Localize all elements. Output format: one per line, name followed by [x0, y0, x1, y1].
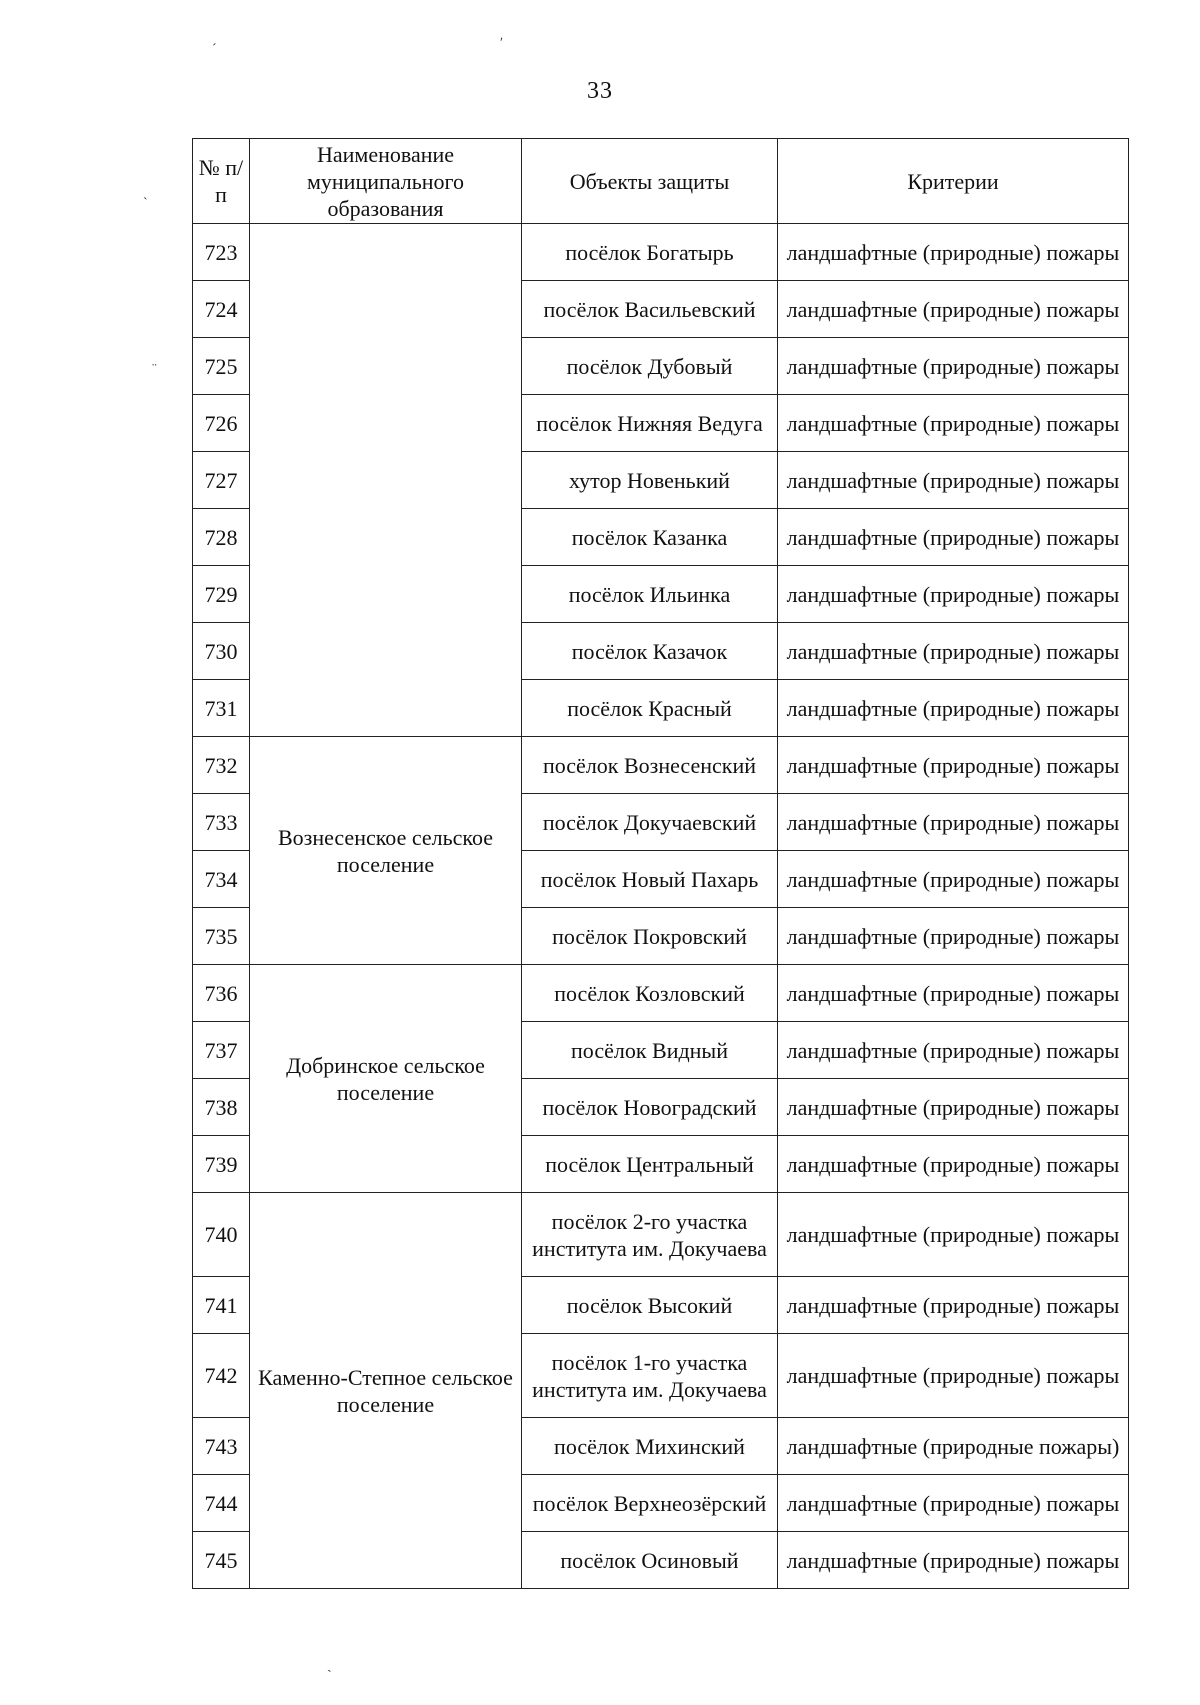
- criteria: ландшафтные (природные) пожары: [778, 1334, 1129, 1418]
- protection-object: посёлок Казанка: [522, 509, 778, 566]
- scan-speck: ¨: [152, 362, 157, 377]
- protection-object: посёлок Верхнеозёрский: [522, 1475, 778, 1532]
- scan-speck: ʹ: [500, 36, 504, 51]
- criteria: ландшафтные (природные) пожары: [778, 680, 1129, 737]
- protection-object: посёлок Ильинка: [522, 566, 778, 623]
- header-num: № п/п: [193, 139, 250, 224]
- criteria: ландшафтные (природные) пожары: [778, 908, 1129, 965]
- row-number: 740: [193, 1193, 250, 1277]
- criteria: ландшафтные (природные) пожары: [778, 1022, 1129, 1079]
- table-row: [193, 737, 1129, 794]
- row-number: 738: [193, 1079, 250, 1136]
- protection-object: посёлок Богатырь: [522, 224, 778, 281]
- header-objects: Объекты защиты: [522, 139, 778, 224]
- header-municipality: Наименование муниципального образования: [250, 139, 522, 224]
- municipality-name: Добринское сельское поселение: [250, 965, 522, 1193]
- criteria: ландшафтные (природные) пожары: [778, 281, 1129, 338]
- row-number: 733: [193, 794, 250, 851]
- criteria: ландшафтные (природные) пожары: [778, 794, 1129, 851]
- municipality-name: Вознесенское сельское поселение: [250, 737, 522, 965]
- row-number: 728: [193, 509, 250, 566]
- criteria: ландшафтные (природные) пожары: [778, 965, 1129, 1022]
- criteria: ландшафтные (природные) пожары: [778, 395, 1129, 452]
- protection-object: посёлок 1-го участка института им. Докучаева: [522, 1334, 778, 1418]
- criteria: ландшафтные (природные) пожары: [778, 566, 1129, 623]
- row-number: 731: [193, 680, 250, 737]
- row-number: 730: [193, 623, 250, 680]
- table-header-row: [193, 139, 1129, 224]
- protection-object: посёлок Центральный: [522, 1136, 778, 1193]
- page-number: 33: [587, 78, 613, 104]
- protection-object: посёлок Дубовый: [522, 338, 778, 395]
- row-number: 736: [193, 965, 250, 1022]
- header-criteria: Критерии: [778, 139, 1129, 224]
- protection-objects-table: [192, 138, 1129, 1589]
- criteria: ландшафтные (природные) пожары: [778, 851, 1129, 908]
- criteria: ландшафтные (природные) пожары: [778, 1532, 1129, 1589]
- row-number: 726: [193, 395, 250, 452]
- criteria: ландшафтные (природные) пожары: [778, 1277, 1129, 1334]
- scan-speck: ´: [212, 42, 217, 57]
- row-number: 742: [193, 1334, 250, 1418]
- protection-object: посёлок Казачок: [522, 623, 778, 680]
- criteria: ландшафтные (природные) пожары: [778, 1475, 1129, 1532]
- protection-object: посёлок Нижняя Ведуга: [522, 395, 778, 452]
- criteria: ландшафтные (природные пожары): [778, 1418, 1129, 1475]
- protection-object: посёлок Высокий: [522, 1277, 778, 1334]
- table-row: [193, 965, 1129, 1022]
- protection-object: посёлок Михинский: [522, 1418, 778, 1475]
- scan-speck: `: [143, 196, 148, 211]
- table-row: [193, 224, 1129, 281]
- table-body: [193, 224, 1129, 1589]
- row-number: 732: [193, 737, 250, 794]
- protection-object: посёлок Новый Пахарь: [522, 851, 778, 908]
- protection-object: посёлок Вознесенский: [522, 737, 778, 794]
- row-number: 734: [193, 851, 250, 908]
- row-number: 743: [193, 1418, 250, 1475]
- row-number: 725: [193, 338, 250, 395]
- protection-object: посёлок Козловский: [522, 965, 778, 1022]
- protection-object: посёлок Васильевский: [522, 281, 778, 338]
- row-number: 737: [193, 1022, 250, 1079]
- protection-object: посёлок Красный: [522, 680, 778, 737]
- row-number: 741: [193, 1277, 250, 1334]
- criteria: ландшафтные (природные) пожары: [778, 1193, 1129, 1277]
- protection-object: посёлок Покровский: [522, 908, 778, 965]
- row-number: 735: [193, 908, 250, 965]
- criteria: ландшафтные (природные) пожары: [778, 623, 1129, 680]
- criteria: ландшафтные (природные) пожары: [778, 452, 1129, 509]
- criteria: ландшафтные (природные) пожары: [778, 1079, 1129, 1136]
- criteria: ландшафтные (природные) пожары: [778, 224, 1129, 281]
- criteria: ландшафтные (природные) пожары: [778, 737, 1129, 794]
- municipality-name: Каменно-Степное сельское поселение: [250, 1193, 522, 1589]
- protection-object: посёлок Осиновый: [522, 1532, 778, 1589]
- protection-object: хутор Новенький: [522, 452, 778, 509]
- municipality-name: [250, 224, 522, 737]
- criteria: ландшафтные (природные) пожары: [778, 1136, 1129, 1193]
- table-row: [193, 1193, 1129, 1277]
- criteria: ландшафтные (природные) пожары: [778, 338, 1129, 395]
- protection-object: посёлок Новоградский: [522, 1079, 778, 1136]
- row-number: 727: [193, 452, 250, 509]
- protection-object: посёлок 2-го участка института им. Докучаева: [522, 1193, 778, 1277]
- protection-object: посёлок Видный: [522, 1022, 778, 1079]
- row-number: 745: [193, 1532, 250, 1589]
- protection-object: посёлок Докучаевский: [522, 794, 778, 851]
- scan-speck: ˏ: [327, 1658, 332, 1673]
- row-number: 729: [193, 566, 250, 623]
- row-number: 723: [193, 224, 250, 281]
- row-number: 744: [193, 1475, 250, 1532]
- row-number: 739: [193, 1136, 250, 1193]
- criteria: ландшафтные (природные) пожары: [778, 509, 1129, 566]
- row-number: 724: [193, 281, 250, 338]
